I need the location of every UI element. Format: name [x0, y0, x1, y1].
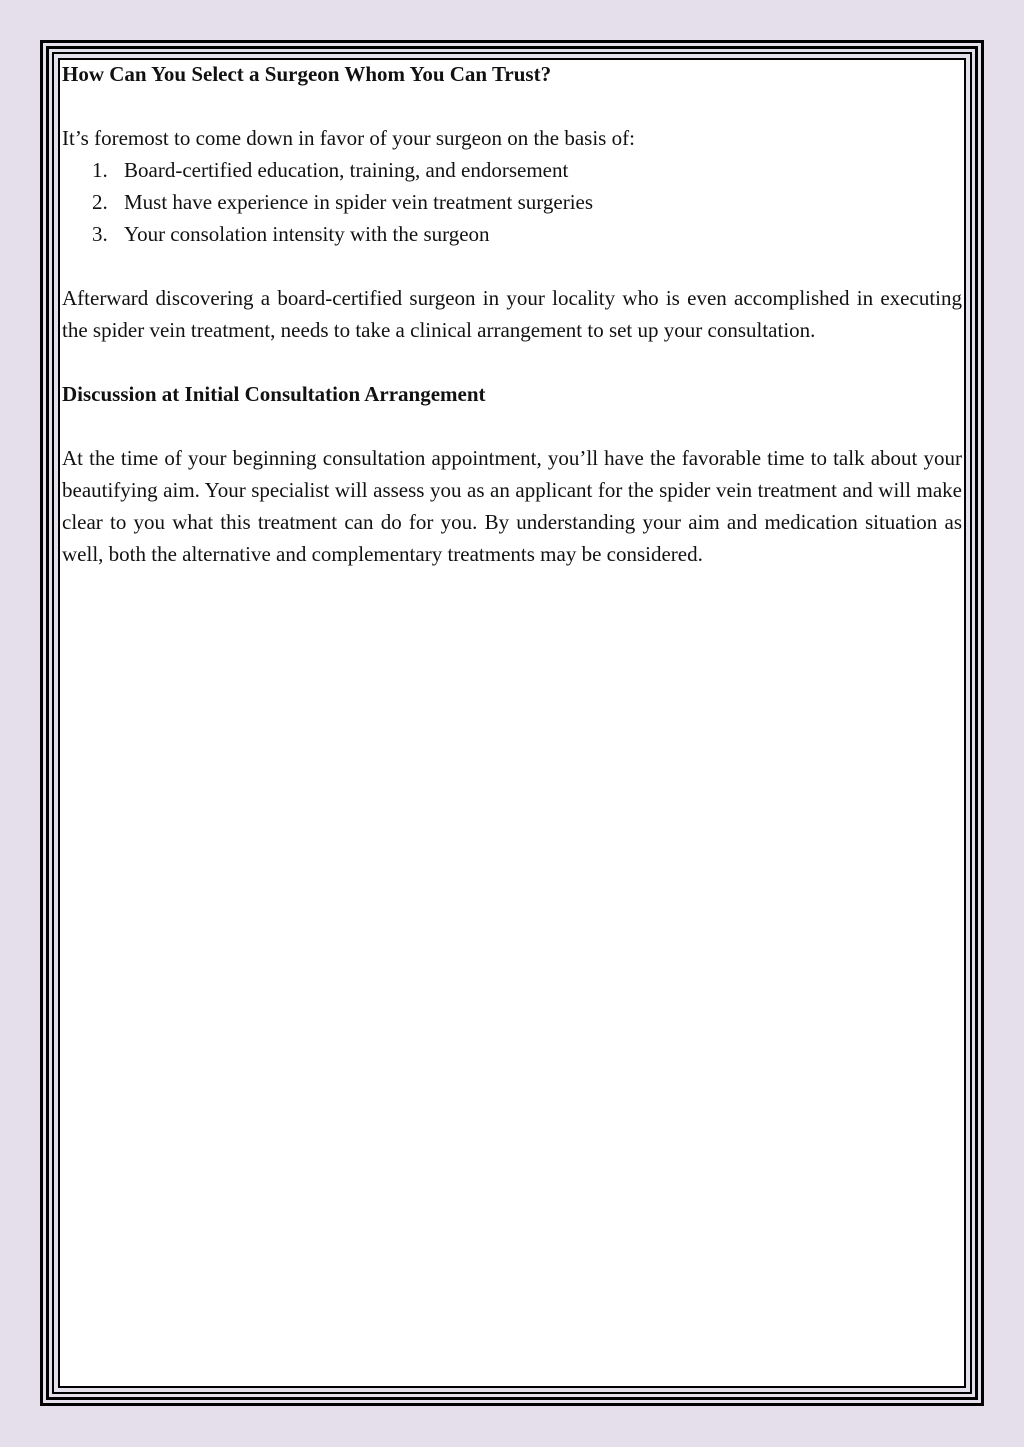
criteria-list — [62, 154, 962, 250]
list-item-number: 1. — [92, 158, 108, 182]
section-heading-select-surgeon: How Can You Select a Surgeon Whom You Can Trust? — [62, 62, 552, 86]
list-item-number: 2. — [92, 190, 108, 214]
spacer — [62, 250, 962, 282]
section-heading-consultation: Discussion at Initial Consultation Arrangement — [62, 382, 486, 406]
spacer — [62, 410, 962, 442]
list-item-number: 3. — [92, 222, 108, 246]
spacer — [62, 90, 962, 122]
document-content — [62, 58, 962, 570]
intro-paragraph: It’s foremost to come down in favor of your surgeon on the basis of: — [62, 126, 635, 150]
body-paragraph-afterward: Afterward discovering a board-certified surgeon in your locality who is even accomplished in executing the spider vein treatment, needs to take a clinical arrangement to set up your consultation. — [62, 286, 962, 342]
list-item — [62, 218, 962, 250]
list-item-text: Board-certified education, training, and endorsement — [124, 158, 569, 182]
list-item — [62, 154, 962, 186]
spacer — [62, 346, 962, 378]
list-item-text: Must have experience in spider vein treatment surgeries — [124, 190, 594, 214]
list-item — [62, 186, 962, 218]
body-paragraph-consultation: At the time of your beginning consultation appointment, you’ll have the favorable time to talk about your beautifying aim. Your specialist will assess you as an applicant for the spider vein treatment and will make clear to you what this treatment can do for you. By understanding your aim and medication situation as well, both the alternative and complementary treatments may be considered. — [62, 446, 962, 566]
list-item-text: Your consolation intensity with the surgeon — [124, 222, 490, 246]
